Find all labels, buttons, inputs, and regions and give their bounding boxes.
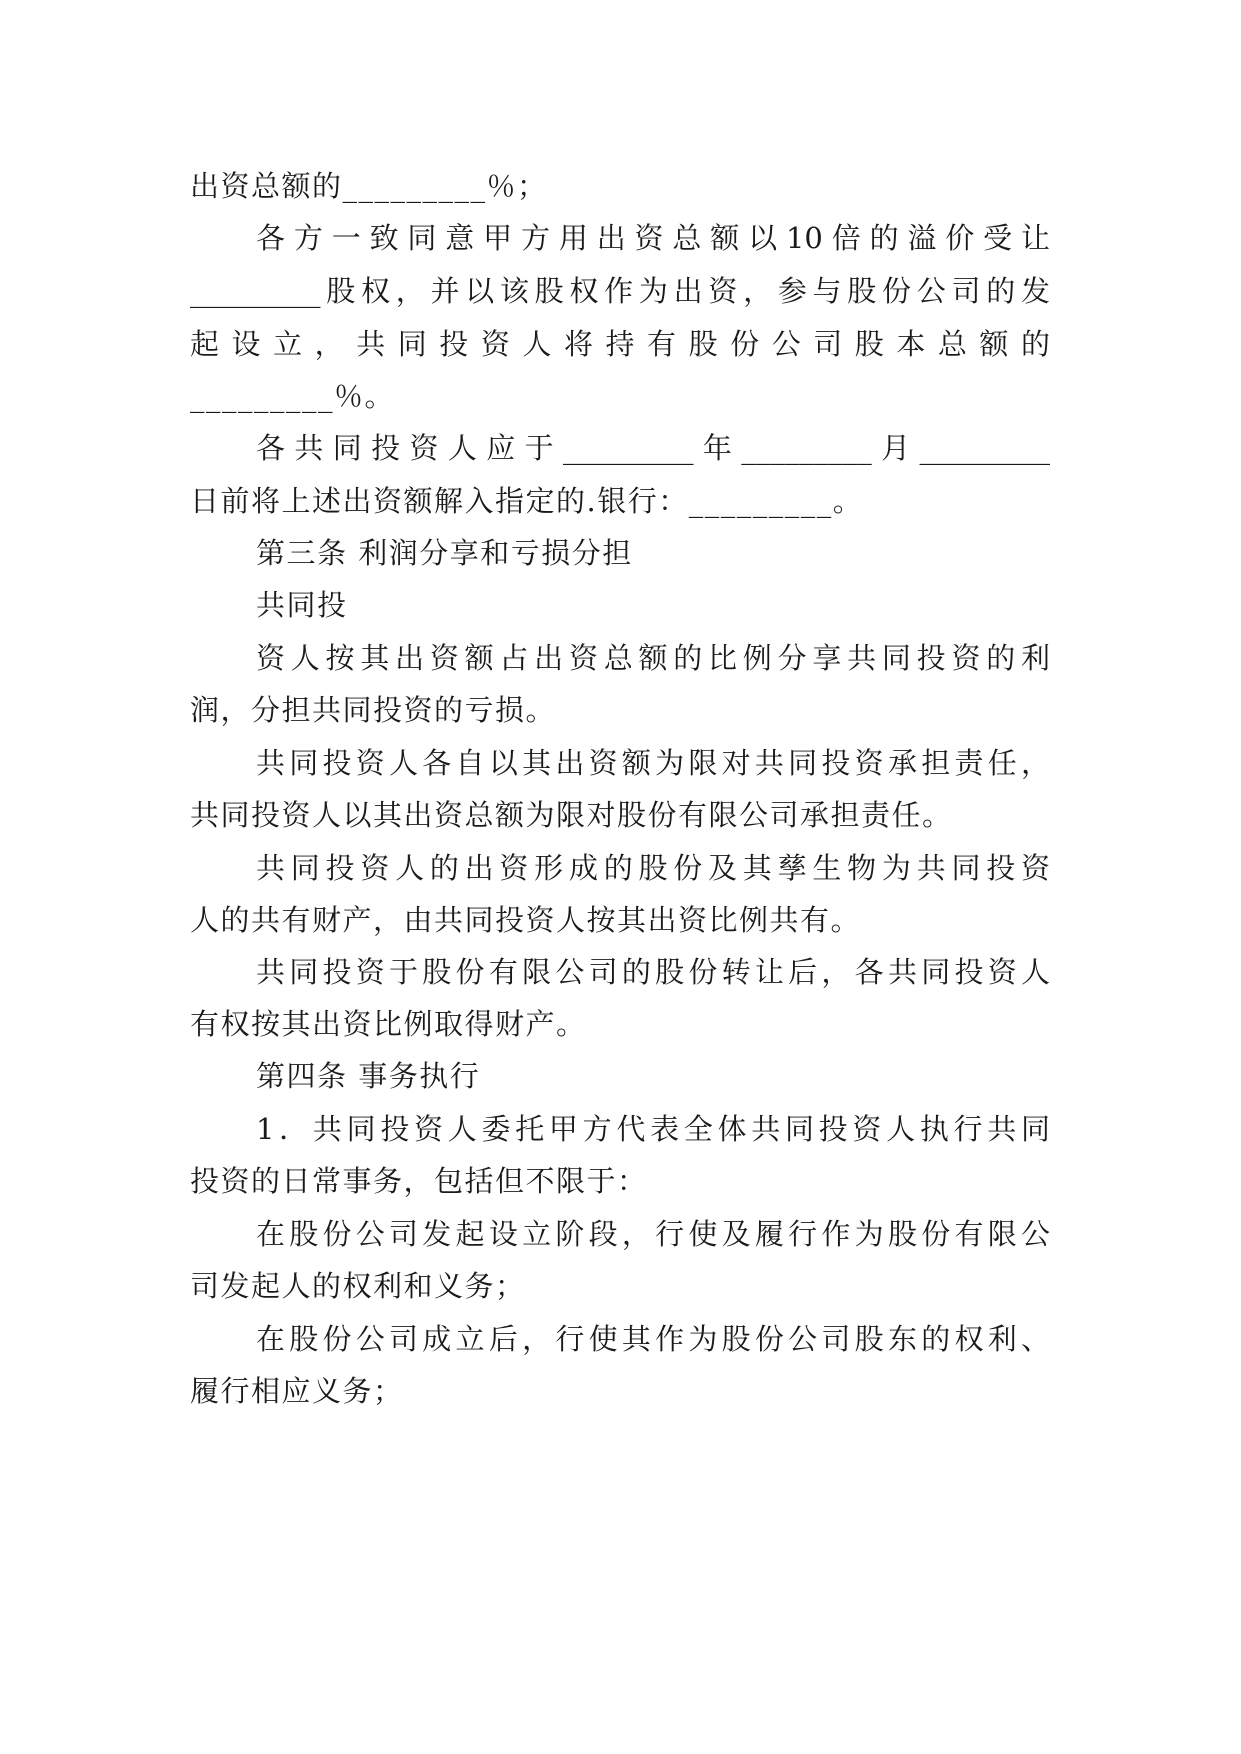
text-line: 有权按其出资比例取得财产。 bbox=[190, 1007, 587, 1041]
text-line: 投资的日常事务，包括但不限于： bbox=[190, 1164, 648, 1198]
text-line: 在股份公司发起设立阶段，行使及履行作为股份有限公 bbox=[256, 1217, 1050, 1251]
text-line: 日前将上述出资额解入指定的.银行：_________。 bbox=[190, 484, 864, 518]
text-line: 共同投资于股份有限公司的股份转让后，各共同投资人 bbox=[256, 955, 1050, 989]
text-line: 共同投 bbox=[256, 588, 348, 622]
text-line: 人的共有财产，由共同投资人按其出资比例共有。 bbox=[190, 903, 862, 937]
text-line: 司发起人的权利和义务； bbox=[190, 1269, 526, 1303]
text-line: 出资总额的_________％； bbox=[190, 169, 548, 203]
text-line: _________％。 bbox=[190, 379, 396, 413]
text-line: 资人按其出资额占出资总额的比例分享共同投资的利 bbox=[256, 641, 1050, 675]
text-line: 1．共同投资人委托甲方代表全体共同投资人执行共同 bbox=[256, 1112, 1050, 1146]
text-line: 共同投资人各自以其出资额为限对共同投资承担责任， bbox=[256, 746, 1050, 780]
text-line: _________股权，并以该股权作为出资，参与股份公司的发 bbox=[190, 274, 1050, 308]
section-heading: 第三条 利润分享和亏损分担 bbox=[256, 536, 633, 570]
text-line: 共同投资人的出资形成的股份及其孳生物为共同投资 bbox=[256, 851, 1050, 885]
text-line: 起设立，共同投资人将持有股份公司股本总额的 bbox=[190, 327, 1050, 361]
text-line: 履行相应义务； bbox=[190, 1374, 404, 1408]
text-line: 各方一致同意甲方用出资总额以10倍的溢价受让 bbox=[256, 221, 1050, 255]
text-line: 共同投资人以其出资总额为限对股份有限公司承担责任。 bbox=[190, 798, 953, 832]
section-heading: 第四条 事务执行 bbox=[256, 1059, 481, 1093]
text-line: 在股份公司成立后，行使其作为股份公司股东的权利、 bbox=[256, 1322, 1050, 1356]
text-line: 润，分担共同投资的亏损。 bbox=[190, 693, 557, 727]
text-line: 各共同投资人应于_________年_________月_________ bbox=[256, 431, 1050, 465]
